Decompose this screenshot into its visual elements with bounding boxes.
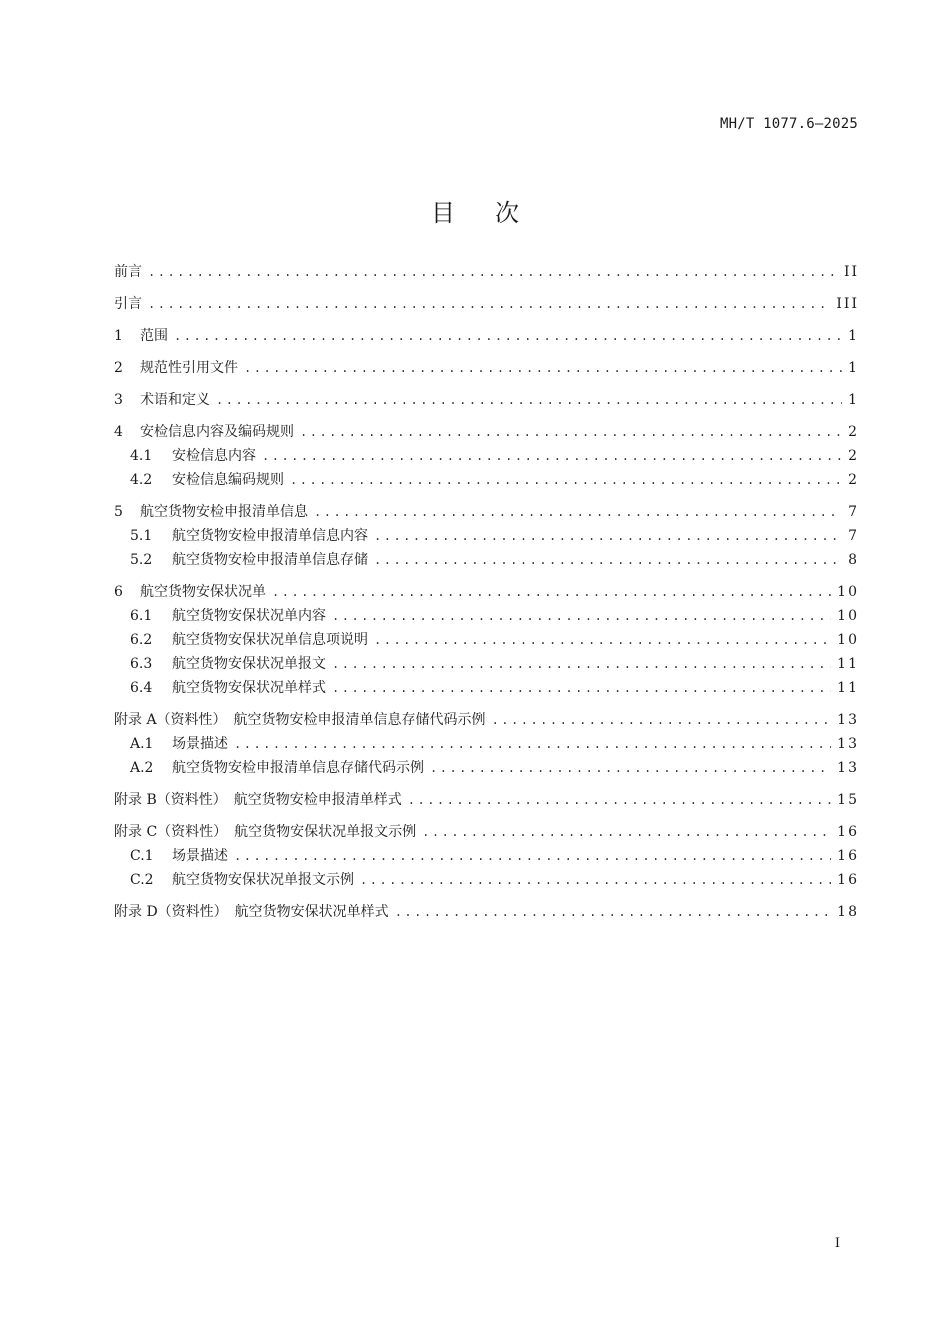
toc-entry-page: II — [843, 264, 859, 280]
toc-entry-page: 2 — [848, 448, 859, 464]
toc-leader-dots — [430, 756, 831, 780]
toc-entry-page: 8 — [848, 552, 859, 568]
toc-leader-dots — [374, 548, 842, 572]
toc-entry-page: 11 — [837, 656, 859, 672]
toc-entry-page: 18 — [837, 904, 859, 920]
toc-entry-label: 附录 D（资料性） 航空货物安保状况单样式 — [114, 904, 389, 920]
toc-entry[interactable] — [114, 444, 859, 468]
toc-entry-page: 10 — [837, 632, 859, 648]
toc-leader-dots — [216, 388, 842, 412]
toc-entry[interactable] — [114, 324, 859, 348]
toc-entry-number: 5.1 — [130, 528, 153, 544]
toc-entry-label: 航空货物安保状况单信息项说明 — [172, 632, 368, 648]
toc-leader-dots — [360, 868, 831, 892]
toc-entry-label: 航空货物安检申报清单信息存储代码示例 — [172, 760, 424, 776]
toc-leader-dots — [272, 580, 831, 604]
toc-entry-label: 航空货物安检申报清单信息存储 — [172, 552, 368, 568]
toc-entry[interactable] — [114, 820, 859, 844]
toc-entry-number: 2 — [114, 360, 123, 376]
toc-entry[interactable] — [114, 732, 859, 756]
toc-entry[interactable] — [114, 388, 859, 412]
toc-entry[interactable] — [114, 548, 859, 572]
table-of-contents — [114, 260, 859, 924]
toc-entry[interactable] — [114, 260, 859, 284]
toc-leader-dots — [148, 292, 830, 316]
toc-leader-dots — [374, 524, 842, 548]
toc-entry-label: 航空货物安保状况单样式 — [172, 680, 326, 696]
toc-leader-dots — [492, 708, 832, 732]
toc-entry-label: 附录 B（资料性） 航空货物安检申报清单样式 — [114, 792, 402, 808]
toc-entry-number: A.2 — [130, 760, 154, 776]
toc-entry[interactable] — [114, 900, 859, 924]
toc-leader-dots — [374, 628, 831, 652]
toc-leader-dots — [332, 652, 831, 676]
toc-entry[interactable] — [114, 420, 859, 444]
page-title: 目次 — [431, 199, 559, 227]
toc-leader-dots — [314, 500, 842, 524]
toc-entry-page: 10 — [837, 584, 859, 600]
toc-entry-number: C.1 — [130, 848, 154, 864]
toc-leader-dots — [395, 900, 831, 924]
toc-leader-dots — [234, 844, 831, 868]
toc-entry-label: 航空货物安保状况单内容 — [172, 608, 326, 624]
toc-entry-number: 6.1 — [130, 608, 153, 624]
toc-entry-label: 安检信息内容 — [172, 448, 256, 464]
toc-entry[interactable] — [114, 468, 859, 492]
toc-entry[interactable] — [114, 604, 859, 628]
toc-entry[interactable] — [114, 844, 859, 868]
toc-entry[interactable] — [114, 788, 859, 812]
toc-entry-page: 2 — [848, 424, 859, 440]
toc-entry-number: 5.2 — [130, 552, 153, 568]
toc-entry[interactable] — [114, 580, 859, 604]
toc-entry-label: 术语和定义 — [140, 392, 210, 408]
toc-entry-number: 4.2 — [130, 472, 153, 488]
toc-entry-label: 前言 — [114, 264, 142, 280]
toc-leader-dots — [262, 444, 842, 468]
toc-leader-dots — [244, 356, 842, 380]
toc-leader-dots — [332, 604, 831, 628]
toc-entry-number: 4.1 — [130, 448, 153, 464]
toc-entry-label: 航空货物安保状况单 — [140, 584, 266, 600]
toc-entry-label: 航空货物安保状况单报文 — [172, 656, 326, 672]
page-number: I — [834, 1236, 840, 1251]
toc-entry-page: 11 — [837, 680, 859, 696]
toc-entry-label: 航空货物安保状况单报文示例 — [172, 872, 354, 888]
toc-entry-page: 16 — [837, 848, 859, 864]
toc-entry-page: 15 — [837, 792, 859, 808]
toc-entry-number: 6.3 — [130, 656, 153, 672]
toc-entry-label: 引言 — [114, 296, 142, 312]
toc-entry-page: 1 — [848, 328, 859, 344]
toc-entry-page: 1 — [848, 392, 859, 408]
toc-entry[interactable] — [114, 676, 859, 700]
toc-entry[interactable] — [114, 524, 859, 548]
toc-entry-number: 6 — [114, 584, 123, 600]
toc-entry-number: 5 — [114, 504, 123, 520]
toc-entry[interactable] — [114, 708, 859, 732]
toc-leader-dots — [300, 420, 842, 444]
toc-entry-number: 1 — [114, 328, 123, 344]
toc-entry-page: 10 — [837, 608, 859, 624]
toc-entry-page: 13 — [837, 760, 859, 776]
toc-entry-page: 1 — [848, 360, 859, 376]
toc-entry-page: 13 — [837, 712, 859, 728]
toc-entry[interactable] — [114, 356, 859, 380]
toc-entry-number: A.1 — [130, 736, 154, 752]
toc-entry-page: 7 — [848, 504, 859, 520]
toc-leader-dots — [148, 260, 838, 284]
toc-entry-number: 4 — [114, 424, 123, 440]
toc-entry-page: 16 — [837, 872, 859, 888]
toc-entry-label: 航空货物安检申报清单信息 — [140, 504, 308, 520]
toc-entry-label: 场景描述 — [172, 848, 228, 864]
toc-entry[interactable] — [114, 652, 859, 676]
toc-leader-dots — [422, 820, 831, 844]
toc-entry-page: 13 — [837, 736, 859, 752]
toc-leader-dots — [174, 324, 842, 348]
toc-entry-number: 6.2 — [130, 632, 153, 648]
toc-entry-page: 7 — [848, 528, 859, 544]
toc-entry-label: 安检信息内容及编码规则 — [140, 424, 294, 440]
toc-entry-label: 附录 C（资料性） 航空货物安保状况单报文示例 — [114, 824, 417, 840]
toc-entry-label: 范围 — [140, 328, 168, 344]
toc-entry-label: 安检信息编码规则 — [172, 472, 284, 488]
toc-entry-label: 航空货物安检申报清单信息内容 — [172, 528, 368, 544]
toc-entry-number: 3 — [114, 392, 123, 408]
toc-leader-dots — [290, 468, 842, 492]
toc-leader-dots — [332, 676, 831, 700]
toc-entry[interactable] — [114, 628, 859, 652]
toc-entry-page: 16 — [837, 824, 859, 840]
toc-entry-page: 2 — [848, 472, 859, 488]
toc-leader-dots — [408, 788, 831, 812]
toc-entry-label: 规范性引用文件 — [140, 360, 238, 376]
toc-entry-label: 附录 A（资料性） 航空货物安检申报清单信息存储代码示例 — [114, 712, 486, 728]
toc-entry-number: C.2 — [130, 872, 154, 888]
document-code: MH/T 1077.6—2025 — [719, 116, 858, 132]
toc-entry[interactable] — [114, 756, 859, 780]
toc-entry[interactable] — [114, 500, 859, 524]
toc-entry[interactable] — [114, 868, 859, 892]
toc-leader-dots — [234, 732, 831, 756]
toc-entry-label: 场景描述 — [172, 736, 228, 752]
toc-entry[interactable] — [114, 292, 859, 316]
toc-entry-page: III — [836, 296, 859, 312]
toc-entry-number: 6.4 — [130, 680, 153, 696]
